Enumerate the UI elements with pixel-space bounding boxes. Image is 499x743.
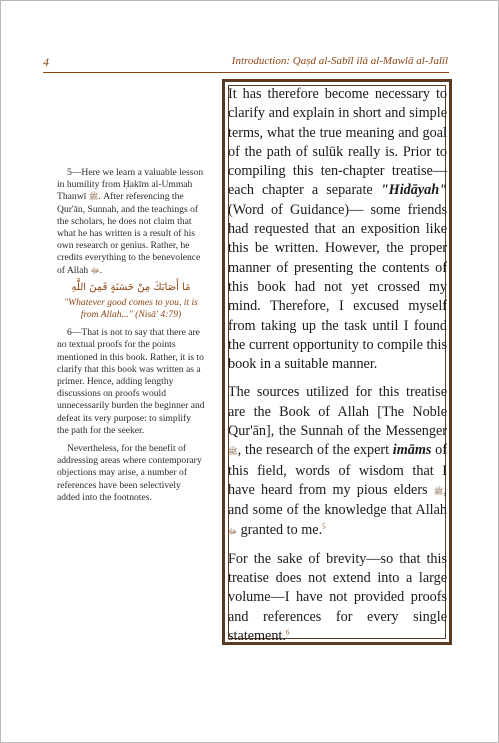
box-p2-d: , and some of the knowledge that Allah [228,481,447,519]
imams-term: imāms [392,442,432,459]
box-p1-d: (Word of Guidance)— [228,201,364,218]
boxed-text [228,85,447,646]
honorific-glyph: ﷻ [90,265,100,275]
honorific-glyph: ﷻ [228,526,238,536]
honorific-glyph: ﷺ [433,486,444,496]
footnote-marker-6[interactable]: 6 [285,628,290,637]
note-6: 6—That is not to say that there are no textual proofs for the points mentioned in this book. Rather, it is to clarify that this book was written as a primer. Hence, adding lengthy discussions on proofs would unnecessarily burden the beginner and defeat its very purpose: to simplify the path for the seeker. [57,327,205,436]
box-p2-c: of this field, words of wisdom that I have heard from my pious elders [228,442,447,498]
hidayah-term: "Hidāyah" [380,182,447,199]
margin-notes [57,167,205,504]
footnote-marker-5[interactable]: 5 [322,521,326,530]
box-p2-a: The sources utilized for this treatise are the Book of Allah [The Noble Qur'ān], the Sunnah of the Messenger [228,384,447,440]
box-p1-b: really is. Prior to compiling [228,143,448,180]
note-5: 5—Here we learn a valuable lesson in humility from Ḥakīm al-Ummah Thanwī ﷺ. After referencing the Qur'ān, Sunnah, and the teachings of the scholars, he does not claim that what he has written is a result of his own research or genius. Rather, he credits everything to the benevolence of Allah ﷻ. [57,167,204,276]
box-p1-c: this ten-chapter treatise—each chapter a separate [228,163,447,199]
box-paragraph-3 [228,550,447,646]
box-p2-e: granted to me. [237,521,323,538]
honorific-glyph: ﷺ [88,192,99,202]
note-5-text-a: 5—Here we learn a valuable lesson in humility from Ḥakīm al-Ummah Thanwī [57,167,204,203]
box-p1-e: some friends had requested that an exposition like this be written. However, the proper manner of presenting the contents of this book had not yet crossed my mind. Therefore, I excused myself from taking up the task until I found the current opportunity to compile this book in a suitable manner. [228,201,447,373]
note-5-text-b: . After referencing the Qur'ān, Sunnah, and the teachings of the scholars, he does not claim that what he has written is a result of his own research or genius. Rather, he credits everything to the benevolence of Allah [57,191,201,276]
verse-translation: "Whatever good comes to you, it is from Allah..." (Nisā' 4:79) [64,296,198,321]
box-paragraph-1 [228,85,447,374]
note-6-continued: Nevertheless, for the benefit of addressing areas where contemporary objections may arise, a number of references have been selectively added into the footnotes. [57,443,202,503]
honorific-glyph: ﷺ [228,447,238,457]
page-header [43,55,448,71]
box-p2-b: , the research of the expert [237,442,393,459]
arabic-verse: مَا أَصَابَكَ مِنْ حَسَنَةٍ فَمِنَ اللَّهِ [71,281,191,293]
page-number: 4 [43,55,49,69]
running-head: Introduction: Qaṣd al-Sabīl ilā al-Mawlā al-Jalīl [231,55,448,67]
box-p1-a: It has therefore become necessary to clarify and explain in short and simple terms, what the true meaning and goal of the path [228,86,447,160]
header-rule [43,72,449,73]
box-p3-text: For the sake of brevity—so that this treatise does not extend into a large volume—I have not provided proofs and references for every single statement. [228,550,447,645]
box-p1-suluk: of sulūk [295,143,344,160]
box-paragraph-2 [228,383,447,540]
